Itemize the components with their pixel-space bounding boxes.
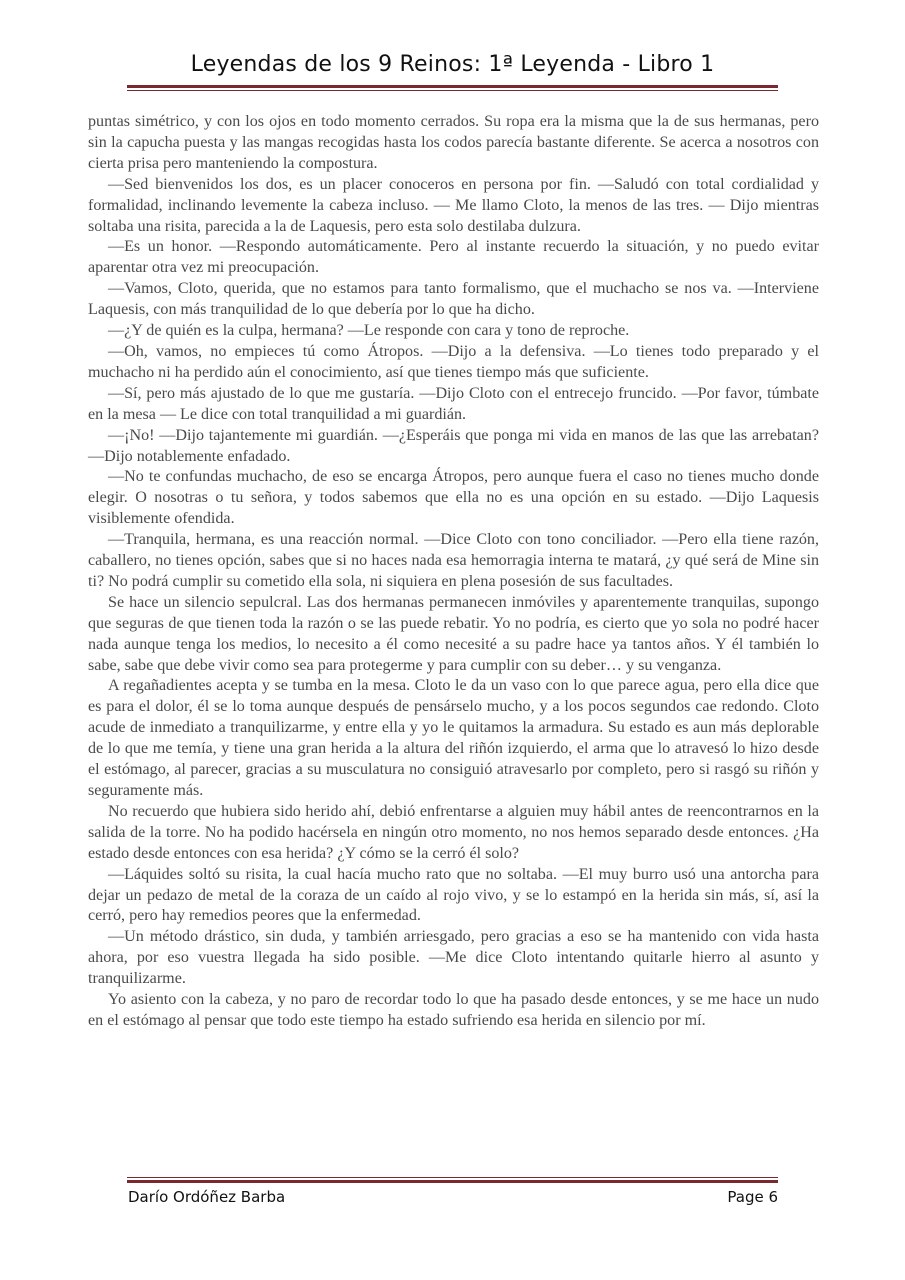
paragraph: —Oh, vamos, no empieces tú como Átropos. —Dijo a la defensiva. —Lo tienes todo preparado y el muchacho ni ha perdido aún el conocimiento, así que tienes tiempo más que suficiente. — [88, 342, 819, 381]
paragraph: No recuerdo que hubiera sido herido ahí, debió enfrentarse a alguien muy hábil antes de reencontrarnos en la salida de la torre. No ha podido hacérsela en ningún otro momento, no nos hemos separado desde entonces. ¿Ha estado desde entonces con esa herida? ¿Y cómo se la cerró él solo? — [88, 802, 819, 862]
paragraph: —¿Y de quién es la culpa, hermana? —Le responde con cara y tono de reproche. — [108, 322, 630, 340]
paragraph: —No te confundas muchacho, de eso se encarga Átropos, pero aunque fuera el caso no tienes mucho donde elegir. O nosotras o tu señora, y todos sabemos que ella no es una opción en su estado. —Dijo Laquesis visiblemente ofendida. — [88, 468, 819, 528]
paragraph: —Sed bienvenidos los dos, es un placer conoceros en persona por fin. —Saludó con total cordialidad y formalidad, inclinando levemente la cabeza incluso. — Me llamo Cloto, la menos de las tres. — Dijo mientras soltaba una risita, parecida a la de Laquesis, pero esta solo destilaba dulzura. — [88, 175, 819, 235]
footer-page-number: Page 6 — [727, 1188, 778, 1206]
body-text — [88, 112, 819, 1032]
paragraph: Se hace un silencio sepulcral. Las dos hermanas permanecen inmóviles y aparentemente tranquilas, supongo que seguras de que tienen toda la razón o se las puede rebatir. Yo no podría, es cierto que yo sola no podré hacer nada aunque tenga los medios, lo necesito a él como necesité a su padre hace ya tantos años. Y él también lo sabe, sabe que debe vivir como sea para protegerme y para cumplir con su deber… y su venganza. — [88, 593, 819, 674]
header-divider — [127, 85, 778, 91]
footer-author: Darío Ordóñez Barba — [128, 1188, 286, 1206]
paragraph: A regañadientes acepta y se tumba en la mesa. Cloto le da un vaso con lo que parece agua, pero ella dice que es para el dolor, él se lo toma aunque después de pensárselo mucho, y a los pocos segundos cae redondo. Cloto acude de inmediato a tranquilizarme, y entre ella y yo le quitamos la armadura. Su estado es aun más deplorable de lo que me temía, y tiene una gran herida a la altura del riñón izquierdo, el arma que lo atravesó lo hizo desde el estómago, al parecer, gracias a su musculatura no consiguió atravesarlo por completo, pero si rasgó su riñón y seguramente más. — [88, 677, 819, 799]
paragraph: —Un método drástico, sin duda, y también arriesgado, pero gracias a eso se ha mantenido con vida hasta ahora, por eso vuestra llegada ha sido posible. —Me dice Cloto intentando quitarle hierro al asunto y tranquilizarme. — [88, 928, 819, 988]
paragraph: —Láquides soltó su risita, la cual hacía mucho rato que no soltaba. —El muy burro usó una antorcha para dejar un pedazo de metal de la coraza de un caído al rojo vivo, y se lo estampó en la herida sin más, sí, así la cerró, pero hay remedios peores que la enfermedad. — [88, 865, 819, 925]
paragraph: —¡No! —Dijo tajantemente mi guardián. —¿Esperáis que ponga mi vida en manos de las que las arrebatan? —Dijo notablemente enfadado. — [88, 426, 819, 465]
page-header-title: Leyendas de los 9 Reinos: 1ª Leyenda - Libro 1 — [190, 52, 715, 77]
paragraph: —Vamos, Cloto, querida, que no estamos para tanto formalismo, que el muchacho se nos va. —Interviene Laquesis, con más tranquilidad de lo que debería por lo que ha dicho. — [88, 280, 819, 319]
paragraph: puntas simétrico, y con los ojos en todo momento cerrados. Su ropa era la misma que la de sus hermanas, pero sin la capucha puesta y las mangas recogidas hasta los codos parecía bastante diferente. Se acerca a nosotros con cierta prisa pero manteniendo la compostura. — [88, 113, 819, 172]
paragraph: Yo asiento con la cabeza, y no paro de recordar todo lo que ha pasado desde entonces, y se me hace un nudo en el estómago al pensar que todo este tiempo ha estado sufriendo esa herida en silencio por mí. — [88, 991, 819, 1029]
paragraph: —Sí, pero más ajustado de lo que me gustaría. —Dijo Cloto con el entrecejo fruncido. —Por favor, túmbate en la mesa — Le dice con total tranquilidad a mi guardián. — [88, 384, 819, 423]
paragraph: —Es un honor. —Respondo automáticamente. Pero al instante recuerdo la situación, y no puedo evitar aparentar otra vez mi preocupación. — [88, 238, 819, 277]
paragraph: —Tranquila, hermana, es una reacción normal. —Dice Cloto con tono conciliador. —Pero ella tiene razón, caballero, no tienes opción, sabes que si no haces nada esa hemorragia interna te matará, ¿y qué será de Mine sin ti? No podrá cumplir su cometido ella sola, ni siquiera en plena posesión de sus facultades. — [88, 531, 819, 590]
footer-divider — [127, 1177, 778, 1183]
